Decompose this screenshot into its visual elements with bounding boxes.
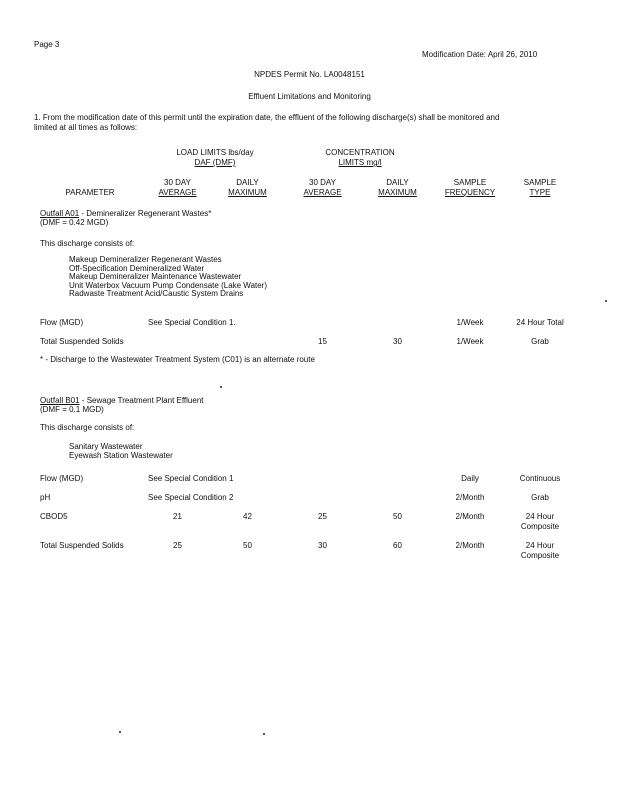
type-cell: 24 Hour Total: [516, 318, 564, 327]
list-item: Makeup Demineralizer Regenerant Wastes: [69, 255, 222, 264]
conc-max-cell: 30: [393, 337, 402, 346]
load-daily-header: DAILY MAXIMUM: [228, 178, 267, 197]
freq-cell: 1/Week: [456, 318, 484, 327]
permit-number: NPDES Permit No. LA0048151: [254, 70, 365, 79]
outfall-b01-dmf: (DMF = 0.1 MGD): [40, 405, 104, 414]
outfall-b01-item-list: [69, 443, 173, 460]
type-header: SAMPLE TYPE: [523, 178, 557, 197]
conc-avg-cell: 25: [318, 512, 327, 521]
load-avg-cell: See Special Condition 1: [148, 474, 234, 483]
type-cell: 24 Hour Composite: [520, 512, 560, 531]
outfall-a01-title: Outfall A01 - Demineralizer Regenerant Wastes*: [40, 209, 212, 218]
param-cell: pH: [40, 493, 51, 502]
param-cell: Flow (MGD): [40, 474, 84, 483]
modification-date: Modification Date: April 26, 2010: [422, 50, 538, 59]
param-cell: CBOD5: [40, 512, 68, 521]
load-max-cell: 42: [243, 512, 252, 521]
list-item: Eyewash Station Wastewater: [69, 450, 173, 460]
outfall-a01-dmf: (DMF = 0.42 MGD): [40, 218, 109, 227]
outfall-a01-consists: This discharge consists of:: [40, 239, 135, 248]
conc-max-cell: 50: [393, 512, 402, 521]
outfall-b01-consists: This discharge consists of:: [40, 423, 135, 432]
list-item: Sanitary Wastewater: [69, 442, 143, 451]
list-item: Unit Waterbox Vacuum Pump Condensate (Lake Water): [69, 280, 268, 290]
scan-speck: [605, 300, 607, 302]
param-cell: Flow (MGD): [40, 318, 84, 327]
list-item: Off-Specification Demineralized Water: [69, 263, 205, 273]
intro-line-1: 1. From the modification date of this permit until the expiration date, the effluent of the following discharge(s) shall be monitored and: [34, 113, 500, 122]
intro-line-2: limited at all times as follows:: [34, 123, 138, 132]
load-30day-header: 30 DAY AVERAGE: [158, 178, 197, 197]
freq-cell: 2/Month: [455, 493, 485, 502]
type-cell: Continuous: [519, 474, 561, 483]
conc-daily-header: DAILY MAXIMUM: [378, 178, 417, 197]
scan-speck: [263, 733, 265, 735]
parameter-header: PARAMETER: [65, 188, 115, 197]
load-avg-cell: See Special Condition 2: [148, 493, 234, 502]
outfall-a01-note: * - Discharge to the Wastewater Treatment System (C01) is an alternate route: [40, 355, 315, 364]
type-cell: Grab: [531, 493, 549, 502]
load-limits-header: LOAD LIMITS lbs/day DAF (DMF): [176, 148, 254, 167]
freq-cell: 2/Month: [455, 541, 485, 550]
conc-avg-cell: 30: [318, 541, 327, 550]
conc-avg-cell: 15: [318, 337, 327, 346]
freq-cell: 2/Month: [455, 512, 485, 521]
conc-30day-header: 30 DAY AVERAGE: [303, 178, 342, 197]
freq-cell: 1/Week: [456, 337, 484, 346]
load-avg-cell: 21: [173, 512, 182, 521]
outfall-a01-item-list: [69, 256, 267, 299]
param-cell: Total Suspended Solids: [40, 541, 124, 550]
load-max-cell: 50: [243, 541, 252, 550]
load-avg-cell: See Special Condition 1.: [148, 318, 236, 327]
conc-max-cell: 60: [393, 541, 402, 550]
type-cell: Grab: [531, 337, 549, 346]
list-item: Makeup Demineralizer Maintenance Wastewater: [69, 272, 242, 281]
page-label: Page 3: [34, 40, 60, 49]
freq-cell: Daily: [461, 474, 479, 483]
outfall-b01-title: Outfall B01 - Sewage Treatment Plant Effluent: [40, 396, 204, 405]
type-cell: 24 Hour Composite: [520, 541, 560, 560]
param-cell: Total Suspended Solids: [40, 337, 124, 346]
section-title: Effluent Limitations and Monitoring: [248, 92, 371, 101]
load-avg-cell: 25: [173, 541, 182, 550]
frequency-header: SAMPLE FREQUENCY: [444, 178, 496, 197]
list-item: Radwaste Treatment Acid/Caustic System Drains: [69, 289, 244, 298]
scan-speck: [119, 731, 121, 733]
concentration-header: CONCENTRATION LIMITS mg/l: [325, 148, 395, 167]
scan-speck: [220, 386, 222, 388]
